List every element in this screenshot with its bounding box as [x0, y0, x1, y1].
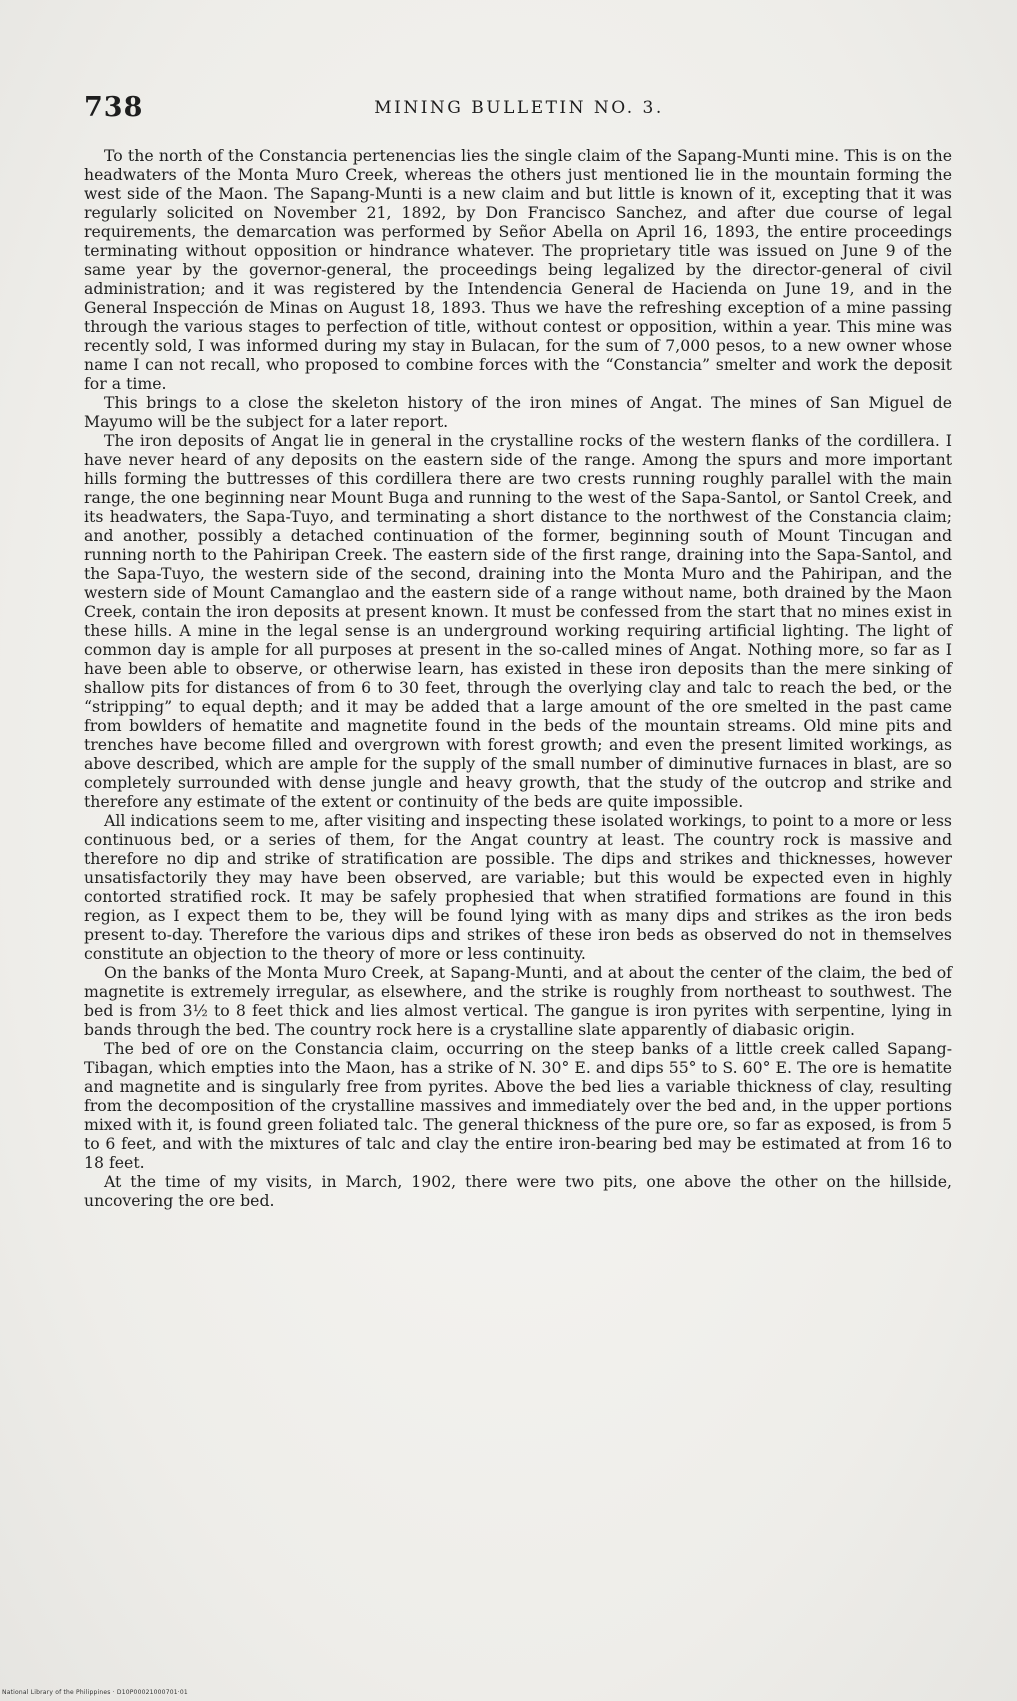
paragraph-march-visit: At the time of my visits, in March, 1902, there were two pits, one above the other on the hillside, uncovering the ore bed. [84, 1172, 952, 1210]
paragraph-sapang-munti: To the north of the Constancia pertenencias lies the single claim of the Sapang-Munti mine. This is on the headwaters of the Monta Muro Creek, whereas the others just mentioned lie in the mountain forming the west side of the Maon. The Sapang-Munti is a new claim and but little is known of it, excepting that it was regularly solicited on November 21, 1892, by Don Francisco Sanchez, and after due course of legal requirements, the demarcation was performed by Señor Abella on April 16, 1893, the entire proceedings terminating without opposition or hindrance whatever. The proprietary title was issued on June 9 of the same year by the governor-general, the proceedings being legalized by the director-general of civil administration; and it was registered by the Intendencia General de Hacienda on June 19, and in the General Inspección de Minas on August 18, 1893. Thus we have the refreshing exception of a mine passing through the various stages to perfection of title, without contest or opposition, within a year. This mine was recently sold, I was informed during my stay in Bulacan, for the sum of 7,000 pesos, to a new owner whose name I can not recall, who proposed to combine forces with the “Constancia” smelter and work the deposit for a time. [84, 146, 952, 393]
paragraph-constancia-bed: The bed of ore on the Constancia claim, occurring on the steep banks of a little creek called Sapang-Tibagan, which empties into the Maon, has a strike of N. 30° E. and dips 55° to S. 60° E. The ore is hematite and magnetite and is singularly free from pyrites. Above the bed lies a variable thickness of clay, resulting from the decomposition of the crystalline massives and immediately over the bed and, in the upper portions mixed with it, is found green foliated talc. The general thickness of the pure ore, so far as exposed, is from 5 to 6 feet, and with the mixtures of talc and clay the entire iron-bearing bed may be estimated at from 16 to 18 feet. [84, 1039, 952, 1172]
paragraph-indications: All indications seem to me, after visiting and inspecting these isolated workings, to point to a more or less continuous bed, or a series of them, for the Angat country at least. The country rock is massive and therefore no dip and strike of stratification are possible. The dips and strikes and thicknesses, however unsatisfactorily they may have been observed, are variable; but this would be expected even in highly contorted stratified rock. It may be safely prophesied that when stratified formations are found in this region, as I expect them to be, they will be found lying with as many dips and strikes as the iron beds present to-day. Therefore the various dips and strikes of these iron beds as observed do not in themselves constitute an objection to the theory of more or less continuity. [84, 811, 952, 963]
scan-credit: National Library of the Philippines · D10P00021000701·01 [2, 1689, 188, 1696]
running-head: MINING BULLETIN NO. 3. [374, 98, 664, 118]
paragraph-history-close: This brings to a close the skeleton history of the iron mines of Angat. The mines of San Miguel de Mayumo will be the subject for a later report. [84, 393, 952, 431]
page-number: 738 [84, 92, 144, 123]
page-header [84, 92, 954, 128]
body-text [84, 146, 952, 1210]
paragraph-monta-muro: On the banks of the Monta Muro Creek, at Sapang-Munti, and at about the center of the claim, the bed of magnetite is extremely irregular, as elsewhere, and the strike is roughly from northeast to southwest. The bed is from 3½ to 8 feet thick and lies almost vertical. The gangue is iron pyrites with serpentine, lying in bands through the bed. The country rock here is a crystalline slate apparently of diabasic origin. [84, 963, 952, 1039]
paragraph-iron-deposits: The iron deposits of Angat lie in general in the crystalline rocks of the western flanks of the cordillera. I have never heard of any deposits on the eastern side of the range. Among the spurs and more important hills forming the buttresses of this cordillera there are two crests running roughly parallel with the main range, the one beginning near Mount Buga and running to the west of the Sapa-Santol, or Santol Creek, and its headwaters, the Sapa-Tuyo, and terminating a short distance to the northwest of the Constancia claim; and another, possibly a detached continuation of the former, beginning south of Mount Tincugan and running north to the Pahiripan Creek. The eastern side of the first range, draining into the Sapa-Santol, and the Sapa-Tuyo, the western side of the second, draining into the Monta Muro and the Pahiripan, and the western side of Mount Camanglao and the eastern side of a range without name, both drained by the Maon Creek, contain the iron deposits at present known. It must be confessed from the start that no mines exist in these hills. A mine in the legal sense is an underground working requiring artificial lighting. The light of common day is ample for all purposes at present in the so-called mines of Angat. Nothing more, so far as I have been able to observe, or otherwise learn, has existed in these iron deposits than the mere sinking of shallow pits for distances of from 6 to 30 feet, through the overlying clay and talc to reach the bed, or the “stripping” to equal depth; and it may be added that a large amount of the ore smelted in the past came from bowlders of hematite and magnetite found in the beds of the mountain streams. Old mine pits and trenches have become filled and overgrown with forest growth; and even the present limited workings, as above described, which are ample for the supply of the small number of diminutive furnaces in blast, are so completely surrounded with dense jungle and heavy growth, that the study of the outcrop and strike and therefore any estimate of the extent or continuity of the beds are quite impossible. [84, 431, 952, 811]
